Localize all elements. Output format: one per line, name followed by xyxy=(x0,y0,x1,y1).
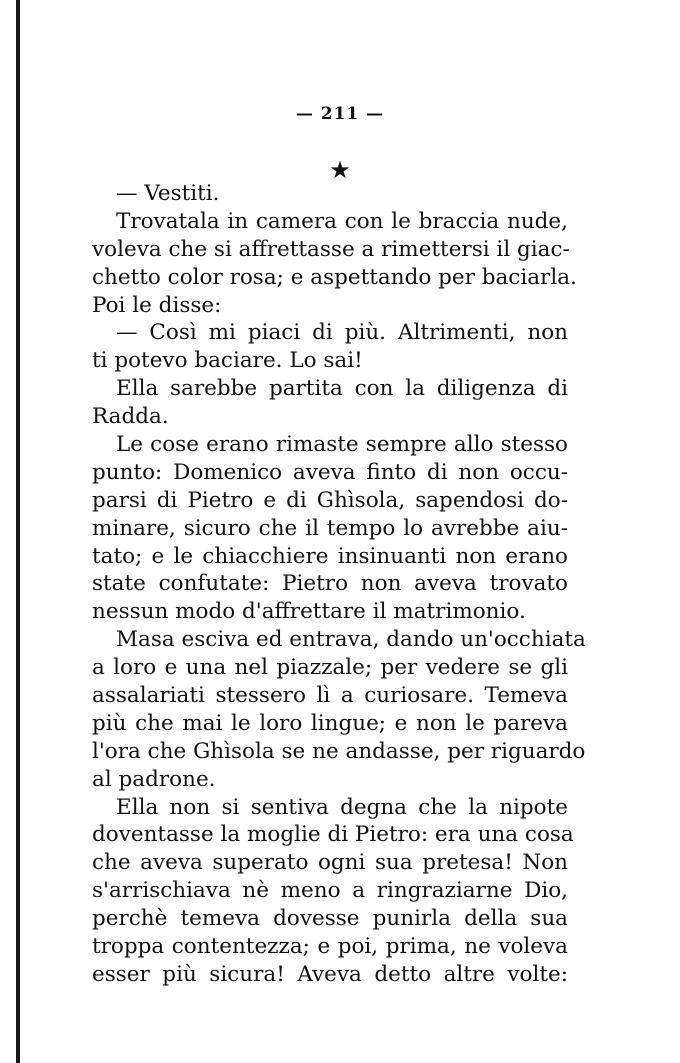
text-line: doventasse la moglie di Pietro: era una cosa xyxy=(92,822,574,848)
text-line: — Così mi piaci di più. Altrimenti, non xyxy=(116,320,568,346)
text-line: ti potevo baciare. Lo sai! xyxy=(92,348,363,374)
text-line: Radda. xyxy=(92,404,169,430)
text-line: al padrone. xyxy=(92,766,216,792)
text-line: Le cose erano rimaste sempre allo stesso xyxy=(116,432,568,458)
text-line: minare, sicuro che il tempo lo avrebbe aiu- xyxy=(92,515,568,541)
text-line: Trovatala in camera con le braccia nude, xyxy=(116,208,568,234)
text-line: che aveva superato ogni sua pretesa! Non xyxy=(92,850,568,876)
text-line: Masa esciva ed entrava, dando un'occhiata xyxy=(116,627,586,653)
page-number: — 211 — xyxy=(295,104,385,124)
text-line: assalariati stessero lì a curiosare. Temeva xyxy=(92,683,568,709)
text-line: nessun modo d'affrettare il matrimonio. xyxy=(92,599,526,625)
text-line: perchè temeva dovesse punirla della sua xyxy=(92,906,568,932)
section-ornament-star: ★ xyxy=(329,156,351,184)
text-line: Ella non si sentiva degna che la nipote xyxy=(116,794,568,820)
text-line: Ella sarebbe partita con la diligenza di xyxy=(116,376,568,402)
body-text xyxy=(92,180,586,989)
text-line: a loro e una nel piazzale; per vedere se gli xyxy=(92,655,568,681)
text-line: punto: Domenico aveva finto di non occu- xyxy=(92,459,568,485)
text-line: più che mai le loro lingue; e non le pareva xyxy=(92,710,568,736)
text-line: esser più sicura! Aveva detto altre volte: xyxy=(92,961,568,987)
text-line: troppa contentezza; e poi, prima, ne voleva xyxy=(92,934,568,960)
text-line: voleva che si affrettasse a rimettersi il giac- xyxy=(92,236,570,262)
text-line: l'ora che Ghìsola se ne andasse, per riguardo xyxy=(92,738,586,764)
text-line: Poi le disse: xyxy=(92,292,222,318)
text-line: chetto color rosa; e aspettando per baciarla. xyxy=(92,264,577,290)
text-line: s'arrischiava nè meno a ringraziarne Dio, xyxy=(92,878,568,904)
text-line: — Vestiti. xyxy=(116,181,220,206)
text-line: tato; e le chiacchiere insinuanti non erano xyxy=(92,543,568,569)
text-line: parsi di Pietro e di Ghìsola, sapendosi do- xyxy=(92,487,568,513)
text-line: state confutate: Pietro non aveva trovato xyxy=(92,571,568,597)
